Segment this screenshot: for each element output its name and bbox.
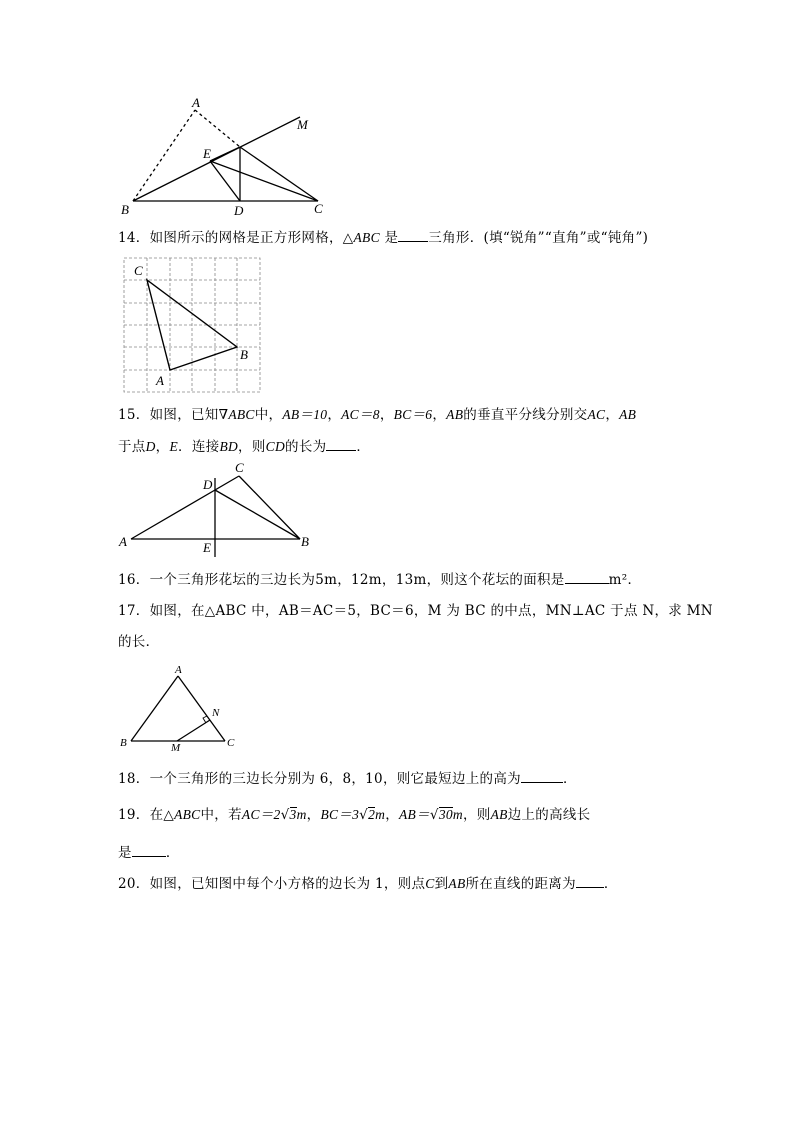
- q17-number: 17．: [118, 603, 150, 619]
- q15-end: ．: [356, 439, 371, 455]
- question-15-line1: [118, 405, 636, 425]
- q15-triangle: ∇ABC: [218, 407, 255, 422]
- q15-text: 于点: [118, 439, 146, 455]
- label-c: C: [235, 460, 244, 475]
- question-16: [118, 569, 641, 590]
- label-a: A: [119, 534, 127, 549]
- q15-sep: ，: [155, 439, 170, 455]
- label-n: N: [212, 707, 220, 719]
- q15-e: E: [169, 439, 179, 454]
- q19-sep: ，: [306, 807, 321, 823]
- question-18: [118, 768, 577, 789]
- q20-end: ．: [603, 876, 618, 892]
- q20-number: 20．: [118, 876, 150, 892]
- q19-sep: ，: [385, 807, 399, 823]
- question-19-line1: [118, 805, 591, 825]
- q14-triangle: △ABC: [342, 230, 380, 245]
- q15-sep: ，: [327, 407, 342, 423]
- q18-text: 一个三角形的三边长分别为 6，8，10，则它最短边上的高为: [149, 771, 521, 787]
- q16-sep: ，: [381, 572, 396, 588]
- q16-side1: 5m: [315, 572, 338, 588]
- q19-end: ．: [165, 845, 180, 861]
- q15-ab: AB＝10: [282, 407, 328, 422]
- q20-text: 到: [434, 876, 449, 892]
- label-c: C: [314, 201, 323, 216]
- q16-text: ，则这个花坛的面积是: [426, 572, 565, 588]
- figure-q17-isosceles: [115, 662, 245, 752]
- label-c: C: [227, 737, 235, 749]
- label-b: B: [120, 737, 127, 749]
- segment-fc: [240, 147, 318, 201]
- q17-text: 如图，在△ABC 中，AB＝AC＝5，BC＝6，M 为 BC 的中点，MN⊥AC 于点 N，求 MN: [149, 603, 713, 619]
- label-d: D: [234, 203, 244, 218]
- q18-number: 18．: [118, 771, 150, 787]
- q15-answer-blank[interactable]: [326, 436, 356, 451]
- q15-sep: ，: [379, 407, 394, 423]
- q19-triangle: △ABC: [163, 807, 201, 822]
- q15-ab2: AB: [446, 407, 464, 422]
- q16-answer-blank[interactable]: [565, 569, 609, 584]
- q14-text: 如图所示的网格是正方形网格，: [149, 230, 343, 246]
- q16-text: 一个三角形花坛的三边长为: [149, 572, 316, 588]
- question-14: [118, 227, 648, 248]
- label-b: B: [121, 202, 129, 217]
- question-15-line2: [118, 436, 370, 457]
- q19-ab: AB: [490, 807, 508, 822]
- q19-bc-radicand: 2: [368, 807, 376, 822]
- q19-text: 在: [149, 807, 164, 823]
- label-d: D: [203, 477, 213, 492]
- segment-mn: [177, 720, 210, 741]
- q16-sep: ，: [337, 572, 352, 588]
- q19-answer-blank[interactable]: [132, 842, 166, 857]
- label-a: A: [192, 95, 200, 110]
- q15-text: ，则: [238, 439, 266, 455]
- figure-q13-triangle-fold: [115, 95, 325, 220]
- q16-number: 16．: [118, 572, 150, 588]
- q19-ab-unit: m: [452, 807, 463, 822]
- q20-answer-blank[interactable]: [576, 873, 604, 888]
- q15-ac: AC＝8: [341, 407, 380, 422]
- q16-end: ．: [627, 572, 642, 588]
- q14-text-after: 三角形．(填“锐角”“直角”或“钝角”): [428, 230, 649, 246]
- q19-number: 19．: [118, 807, 150, 823]
- question-20: [118, 873, 618, 894]
- label-c: C: [134, 263, 143, 278]
- q16-unit: m²: [608, 572, 628, 588]
- q15-bd: BD: [219, 439, 239, 454]
- q14-number: 14．: [118, 230, 150, 246]
- q15-text: 的长为: [285, 439, 327, 455]
- q14-text-mid: 是: [379, 230, 399, 246]
- q19-text: 边上的高线长: [507, 807, 591, 823]
- q15-text: ．连接: [178, 439, 220, 455]
- q17-text: 的长．: [118, 634, 160, 650]
- label-m: M: [171, 742, 181, 754]
- q20-c: C: [425, 876, 435, 891]
- label-e: E: [203, 540, 211, 555]
- segment-ac-dashed: [195, 110, 240, 147]
- q19-bc-lhs: BC＝3: [320, 807, 360, 822]
- q19-text: 中，若: [200, 807, 242, 823]
- sqrt-icon: √: [359, 807, 369, 823]
- q20-text: 如图，已知图中每个小方格的边长为 1，则点: [149, 876, 426, 892]
- segment-ec: [210, 161, 318, 201]
- sqrt-icon: √: [429, 807, 439, 823]
- label-b: B: [240, 347, 248, 362]
- q16-side2: 12m: [351, 572, 382, 588]
- q15-text: 中，: [254, 407, 283, 423]
- segment-ba-dashed: [133, 110, 195, 201]
- q15-sep: ，: [432, 407, 447, 423]
- q19-bc-unit: m: [375, 807, 386, 822]
- label-a: A: [175, 664, 182, 676]
- q18-answer-blank[interactable]: [521, 768, 563, 783]
- q19-ab-lhs: AB＝: [399, 807, 430, 822]
- q19-ac-unit: m: [296, 807, 307, 822]
- label-b: B: [301, 534, 309, 549]
- question-19-line2: [118, 842, 180, 863]
- q20-ab: AB: [448, 876, 466, 891]
- segment-ef: [210, 147, 240, 161]
- segment-cb: [239, 476, 300, 539]
- segment-db: [215, 490, 300, 539]
- q15-ac2: AC: [587, 407, 606, 422]
- q19-text: ，则: [462, 807, 491, 823]
- q14-answer-blank[interactable]: [398, 227, 428, 242]
- ray-bm: [133, 117, 300, 201]
- q19-ab-radicand: 30: [438, 807, 453, 822]
- q15-ab3: AB: [619, 407, 637, 422]
- question-17-line1: [118, 601, 713, 621]
- q15-cd: CD: [265, 439, 286, 454]
- q15-number: 15．: [118, 407, 150, 423]
- q19-ac-radicand: 3: [289, 807, 297, 822]
- figure-q14-grid-triangle: [118, 255, 268, 397]
- segment-ac: [131, 476, 239, 539]
- label-e: E: [203, 146, 211, 161]
- question-17-line2: [118, 632, 159, 652]
- figure-q15-triangle: [115, 460, 320, 560]
- q16-side3: 13m: [395, 572, 427, 588]
- label-m: M: [297, 117, 308, 132]
- q15-sep: ，: [605, 407, 620, 423]
- q15-text: 的垂直平分线分别交: [463, 407, 588, 423]
- q19-ac-lhs: AC＝2: [241, 807, 281, 822]
- q19-text: 是: [118, 845, 132, 861]
- segment-ab: [131, 676, 178, 741]
- sqrt-icon: √: [280, 807, 290, 823]
- q18-end: ．: [562, 771, 577, 787]
- q15-text: 如图，已知: [149, 407, 219, 423]
- label-a: A: [156, 373, 164, 388]
- q15-bc: BC＝6: [393, 407, 433, 422]
- q15-d: D: [145, 439, 156, 454]
- q20-text: 所在直线的距离为: [465, 876, 576, 892]
